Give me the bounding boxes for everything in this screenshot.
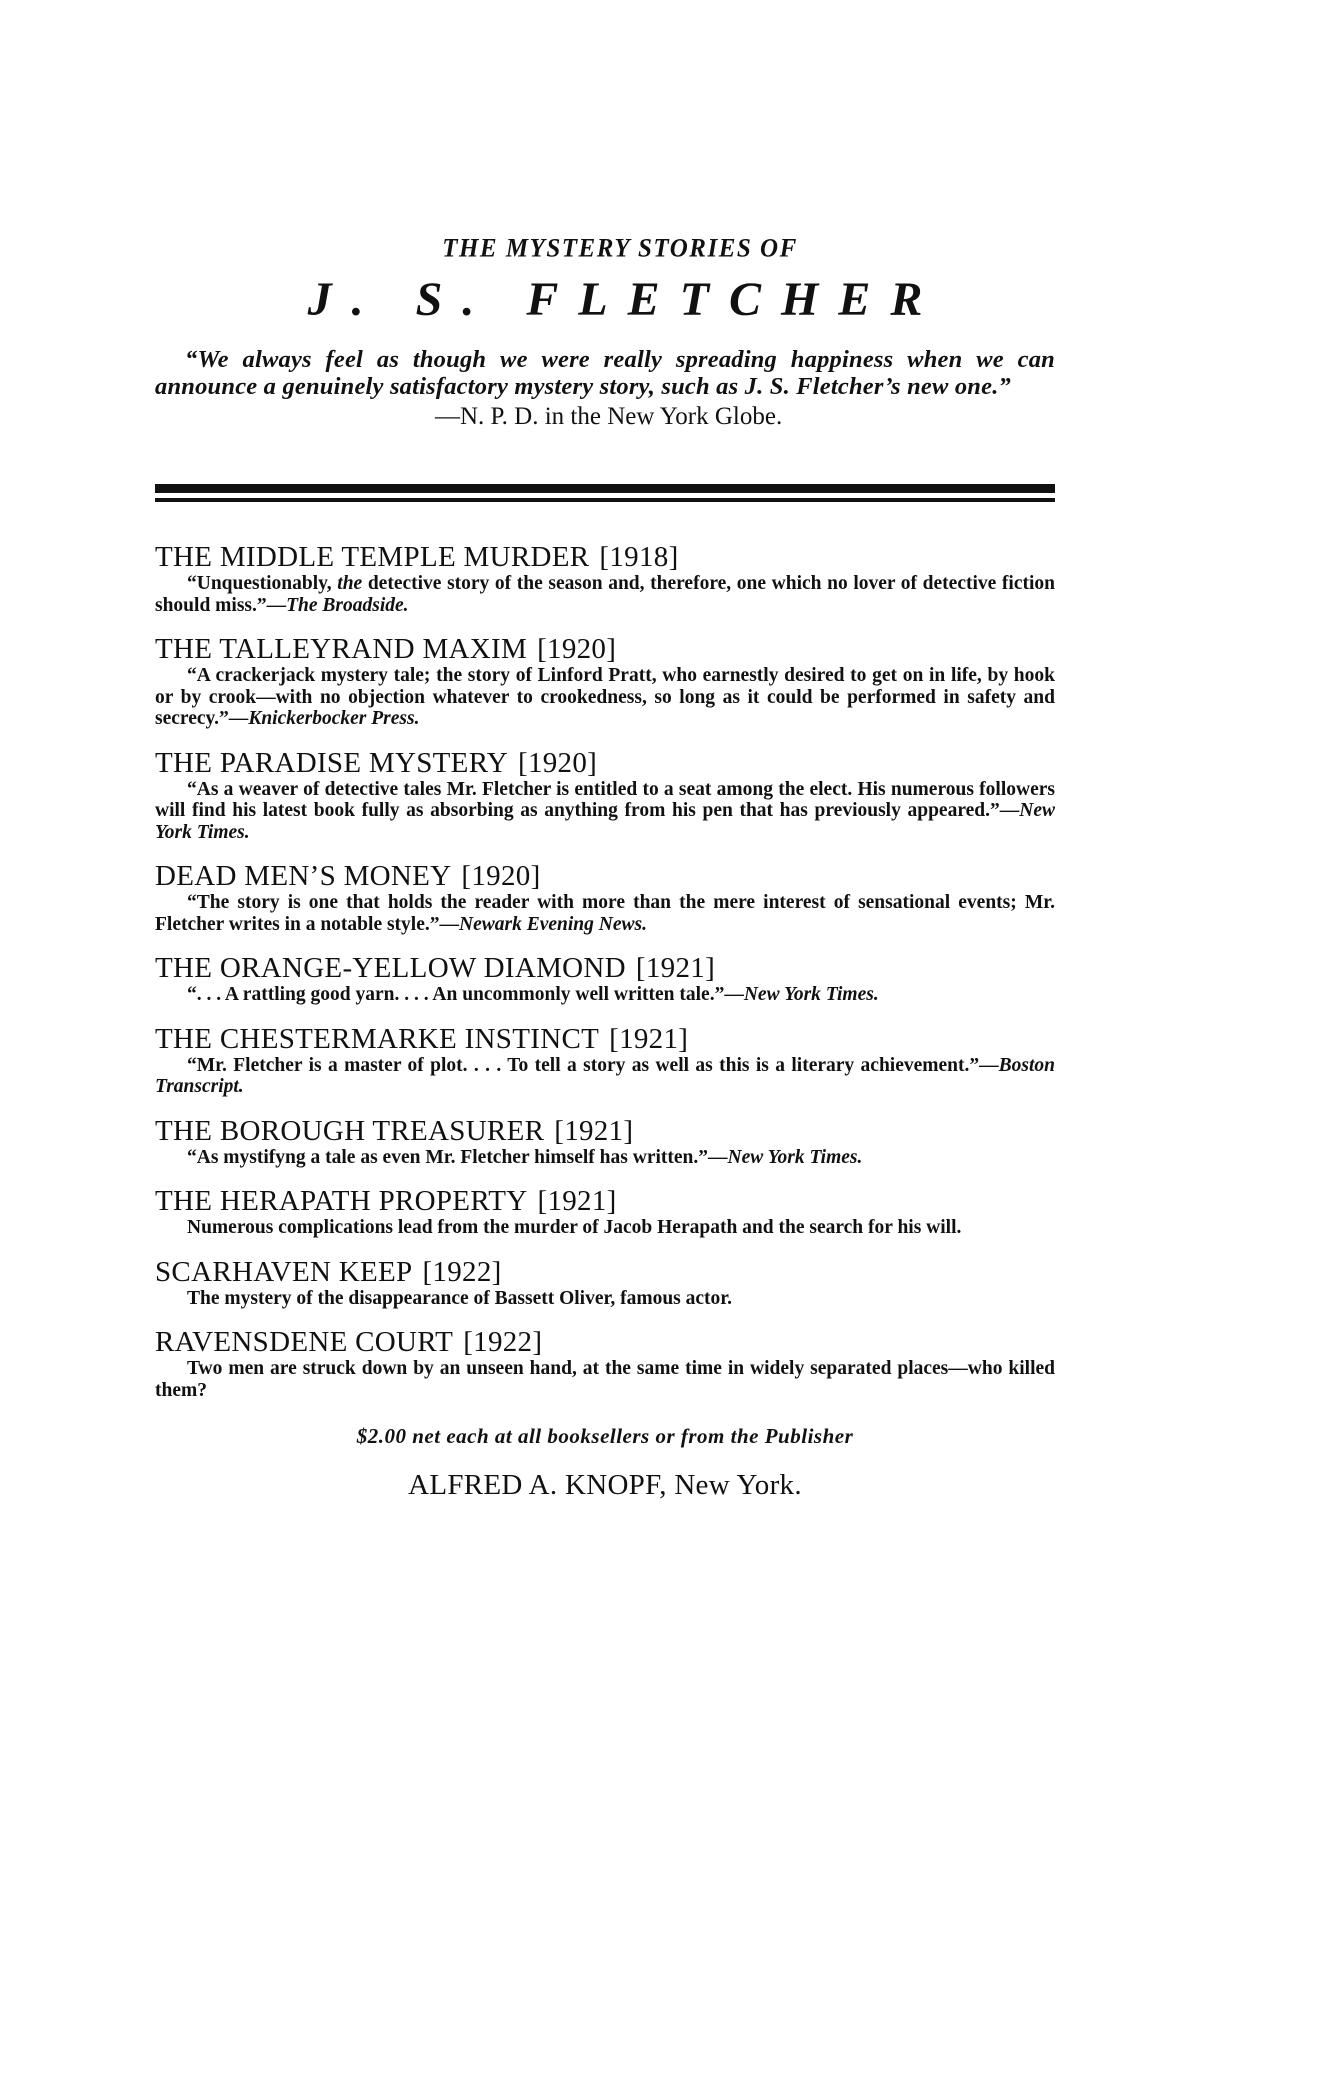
book-review bbox=[155, 779, 1055, 844]
book-title-line bbox=[155, 748, 1055, 778]
description-text: The mystery of the disappearance of Bassett Oliver, famous actor. bbox=[187, 1287, 733, 1309]
book-title: RAVENSDENE COURT bbox=[155, 1326, 454, 1358]
description-text: Two men are struck down by an unseen hand, at the same time in widely separated places—who killed them? bbox=[155, 1358, 1055, 1401]
review-text: “As a weaver of detective tales Mr. Fletcher is entitled to a seat among the elect. His numerous followers will find his latest book fully as absorbing as anything from his pen that has previously appeared.”— bbox=[155, 778, 1055, 821]
book-review bbox=[155, 1147, 1055, 1169]
review-source: Knickerbocker Press. bbox=[248, 708, 420, 729]
review-source: New York Times. bbox=[743, 984, 879, 1005]
book-year: [1920] bbox=[461, 860, 541, 892]
double-rule-divider bbox=[155, 484, 1055, 504]
thin-rule bbox=[155, 498, 1055, 502]
book-year: [1920] bbox=[517, 746, 598, 779]
book-entry bbox=[155, 542, 1055, 616]
book-title-line bbox=[155, 1186, 1055, 1216]
review-emphasis: the bbox=[337, 573, 363, 594]
book-description bbox=[155, 1358, 1055, 1401]
review-source: Newark Evening News. bbox=[459, 913, 647, 935]
review-text: detective story of the season and, therefore, one which no lover of detective fiction should miss.”— bbox=[155, 573, 1055, 616]
book-year: [1921] bbox=[554, 1114, 634, 1147]
book-entry bbox=[155, 1186, 1055, 1239]
book-year: [1921] bbox=[537, 1185, 617, 1217]
review-text: “As mystifyng a tale as even Mr. Fletcher himself has written.”— bbox=[187, 1146, 728, 1168]
epigraph-attribution: —N. P. D. in the New York Globe. bbox=[435, 403, 783, 430]
book-title: THE ORANGE-YELLOW DIAMOND bbox=[155, 952, 626, 984]
book-title-line bbox=[155, 1257, 1055, 1287]
book-title-line bbox=[155, 861, 1055, 891]
review-text: “The story is one that holds the reader with more than the mere interest of sensational events; Mr. Fletcher writes in a notable style.”— bbox=[155, 892, 1055, 935]
review-source: Boston Transcript. bbox=[155, 1054, 1055, 1097]
series-label: THE MYSTERY STORIES OF bbox=[442, 234, 798, 263]
book-year: [1921] bbox=[609, 1022, 689, 1055]
book-entry bbox=[155, 1257, 1055, 1310]
book-title: THE CHESTERMARKE INSTINCT bbox=[155, 1022, 600, 1055]
book-title-line bbox=[155, 1024, 1055, 1054]
epigraph-quote: “We always feel as though we were really spreading happiness when we can announce a genuinely satisfactory mystery story, such as J. S. Fletcher’s new one.” bbox=[155, 346, 1055, 400]
review-source: New York Times. bbox=[155, 800, 1055, 843]
book-title-line bbox=[155, 634, 1055, 664]
review-source: The Broadside. bbox=[286, 594, 409, 616]
book-review bbox=[155, 1055, 1055, 1098]
book-title: SCARHAVEN KEEP bbox=[155, 1255, 413, 1288]
book-year: [1921] bbox=[635, 952, 716, 984]
book-description bbox=[155, 1217, 1055, 1239]
book-review bbox=[155, 984, 1055, 1006]
review-text: “Mr. Fletcher is a master of plot. . . . To tell a story as well as this is a literary achievement.”— bbox=[187, 1054, 999, 1076]
review-source: New York Times. bbox=[727, 1146, 863, 1168]
book-title: THE TALLEYRAND MAXIM bbox=[155, 633, 528, 665]
advertisement-page bbox=[155, 232, 1055, 1501]
book-review bbox=[155, 573, 1055, 616]
book-title-line bbox=[155, 1327, 1055, 1357]
book-title: THE MIDDLE TEMPLE MURDER bbox=[155, 541, 590, 573]
book-title-line bbox=[155, 953, 1055, 983]
book-year: [1922] bbox=[463, 1326, 543, 1358]
book-entry bbox=[155, 1327, 1055, 1401]
book-review bbox=[155, 892, 1055, 935]
author-name: J. S. FLETCHER bbox=[307, 273, 943, 326]
book-year: [1918] bbox=[599, 541, 679, 573]
book-description bbox=[155, 1288, 1055, 1310]
price-line: $2.00 net each at all booksellers or from the Publisher bbox=[356, 1424, 854, 1448]
book-title-line bbox=[155, 542, 1055, 572]
review-text: “. . . A rattling good yarn. . . . An uncommonly well written tale.”— bbox=[187, 984, 744, 1005]
book-title: THE HERAPATH PROPERTY bbox=[155, 1185, 528, 1217]
book-entry bbox=[155, 1116, 1055, 1169]
thick-rule bbox=[155, 484, 1055, 493]
book-entry bbox=[155, 748, 1055, 844]
book-entry bbox=[155, 634, 1055, 730]
publisher-imprint: ALFRED A. KNOPF, New York. bbox=[408, 1469, 802, 1501]
book-review bbox=[155, 665, 1055, 730]
book-entry bbox=[155, 1024, 1055, 1098]
review-text: “Unquestionably, bbox=[187, 573, 338, 594]
review-text: “A crackerjack mystery tale; the story of Linford Pratt, who earnestly desired to get on in life, by hook or by crook—with no objection whatever to crookedness, so long as it could be performed in safety and secrecy.”— bbox=[155, 665, 1055, 729]
book-title-line bbox=[155, 1116, 1055, 1146]
book-title: THE PARADISE MYSTERY bbox=[155, 746, 508, 779]
description-text: Numerous complications lead from the murder of Jacob Herapath and the search for his will. bbox=[187, 1217, 962, 1238]
book-list bbox=[155, 542, 1055, 1401]
book-title: THE BOROUGH TREASURER bbox=[155, 1114, 545, 1147]
book-year: [1920] bbox=[537, 633, 617, 665]
book-entry bbox=[155, 861, 1055, 935]
book-entry bbox=[155, 953, 1055, 1006]
book-title: DEAD MEN’S MONEY bbox=[155, 860, 452, 892]
book-year: [1922] bbox=[422, 1255, 502, 1288]
